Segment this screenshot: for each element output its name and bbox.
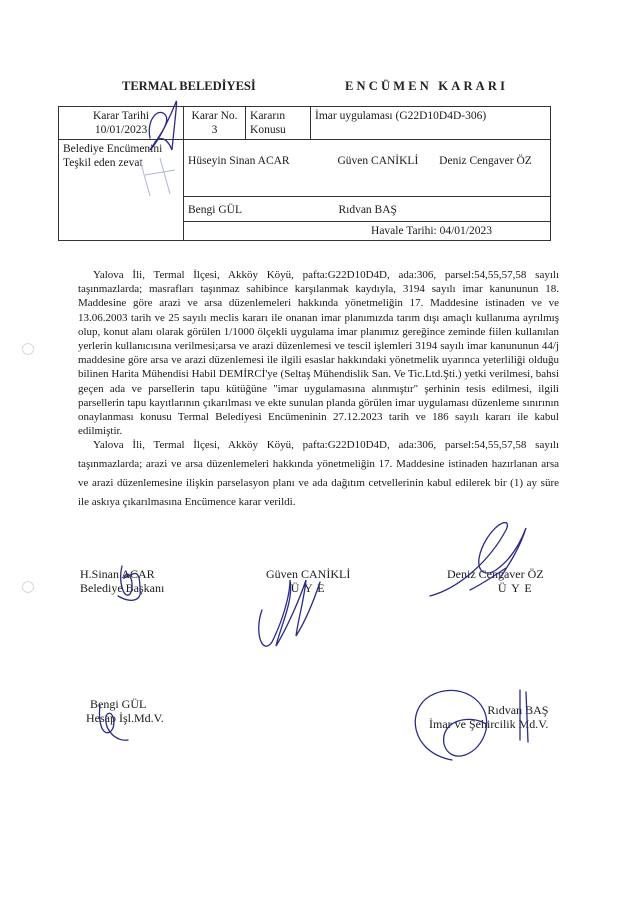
member-4: Bengi GÜL bbox=[188, 204, 242, 216]
punch-hole-mark bbox=[22, 581, 34, 593]
signature-title: Ü Y E bbox=[290, 581, 326, 595]
signature-name: Deniz Cengaver ÖZ bbox=[447, 567, 544, 581]
subject-label-cell bbox=[246, 107, 311, 140]
decision-date-label: Karar Tarihi bbox=[92, 110, 150, 122]
member-5: Rıdvan BAŞ bbox=[338, 204, 397, 216]
decision-date-value: 10/01/2023 bbox=[94, 124, 148, 136]
council-label-line-1: Belediye Encümenini bbox=[63, 143, 163, 155]
body-paragraph-2: Yalova İli, Termal İlçesi, Akköy Köyü, pafta:G22D10D4D, ada:306, parsel:54,55,57,58 sayılı taşınmazlarda; arazi ve arsa düzenlemeleri hakkında yönetmeliğin 17. Maddesine istinaden hazırlanan arsa ve arazi düzenlemesine ilişkin parselasyon planı ve ada dağıtım cetvellerinin kabul edilerek bir (1) ay süre ile askıya çıkarılmasına Encümence karar verildi. bbox=[78, 439, 559, 508]
subject-value: İmar uygulaması (G22D10D4D-306) bbox=[315, 110, 487, 122]
members-row-2 bbox=[184, 197, 551, 222]
signature-name: Bengi GÜL bbox=[90, 697, 147, 711]
subject-label-line-2: Konusu bbox=[250, 124, 286, 136]
punch-hole-mark bbox=[22, 343, 34, 355]
signature-block-member-2 bbox=[447, 567, 544, 595]
signature-block-president bbox=[80, 567, 164, 595]
institution-title: TERMAL BELEDİYESİ bbox=[122, 79, 256, 93]
referral-date-cell bbox=[184, 222, 551, 241]
council-label-line-2: Teşkil eden zevat bbox=[63, 157, 143, 169]
signature-name: H.Sinan ACAR bbox=[80, 567, 155, 581]
signature-title: İmar ve Şehircilik Md.V. bbox=[429, 717, 549, 731]
signature-title: Ü Y E bbox=[497, 581, 533, 595]
signature-title: Belediye Başkanı bbox=[80, 581, 165, 595]
signature-block-zoning bbox=[429, 703, 548, 731]
decision-no-label: Karar No. bbox=[191, 110, 238, 122]
decision-no-cell bbox=[184, 107, 246, 140]
signature-block-finance bbox=[86, 697, 164, 725]
decision-meta-table bbox=[58, 106, 551, 241]
signature-title: Hesap İşl.Md.V. bbox=[86, 711, 164, 725]
signature-name: Rıdvan BAŞ bbox=[487, 703, 549, 717]
decision-type-title: ENCÜMEN KARARI bbox=[345, 79, 509, 93]
body-paragraph-1: Yalova İli, Termal İlçesi, Akköy Köyü, pafta:G22D10D4D, ada:306, parsel:54,55,57,58 sayılı taşınmazlarda; masrafları taşınmaz sahibince karşılanmak kaydıyla, 3194 sayılı imar kanununun 18. Maddesine göre arazi ve arsa düzenlemeleri hakkında yönetmeliğin 17. Maddesine istinaden ve ve 13.06.2003 tarih ve 25 sayılı meclis kararı ile onanan imar planımızda tarım dışı amaçlı kullanıma ayrılmış olup, konut alanı olarak görülen 1/1000 ölçekli uygulama imar planımız gereğince zeminde fiilen kullanılan yerlerin kullanıcısına verilmesi;arsa ve arazi düzenlemesi ve tescil işlemleri 3194 sayılı imar kanununun 44/j maddesine göre arsa ve arazi düzenlemesi ile ilgili esaslar hakkındaki yönetmelik uyarınca yeterliliği olduğu bilinen Harita Mühendisi Habil DEMİRCİ'ye (Seltaş Mühendislik San. Ve Tic.Ltd.Şti.) yetki verilmesi, bahsi geçen ada ve parsellerin tapu kütüğüne "imar uygulamasına alınmıştır" şerhinin tesis edilmesi, ilgili parsellerin tapu kayıtlarının çıkarılması ve ekte sunulan planda görülen imar uygulaması düzenleme sınırının onaylanması konusu Termal Belediyesi Encümeninin 27.12.2023 tarih ve 186 sayılı kararı ile kabul edilmiştir. bbox=[78, 269, 559, 438]
subject-value-cell bbox=[311, 107, 551, 140]
signature-block-member-1 bbox=[266, 567, 350, 595]
signature-name: Güven CANİKLİ bbox=[266, 567, 351, 581]
decision-date-cell bbox=[59, 107, 184, 140]
subject-label-line-1: Kararın bbox=[250, 110, 286, 122]
members-row-1 bbox=[184, 140, 551, 197]
council-label-cell bbox=[59, 140, 176, 241]
member-3: Deniz Cengaver ÖZ bbox=[439, 155, 532, 167]
member-2: Güven CANİKLİ bbox=[337, 155, 419, 167]
decision-no-value: 3 bbox=[211, 124, 218, 136]
member-1: Hüseyin Sinan ACAR bbox=[188, 155, 290, 167]
referral-date: Havale Tarihi: 04/01/2023 bbox=[371, 225, 493, 237]
